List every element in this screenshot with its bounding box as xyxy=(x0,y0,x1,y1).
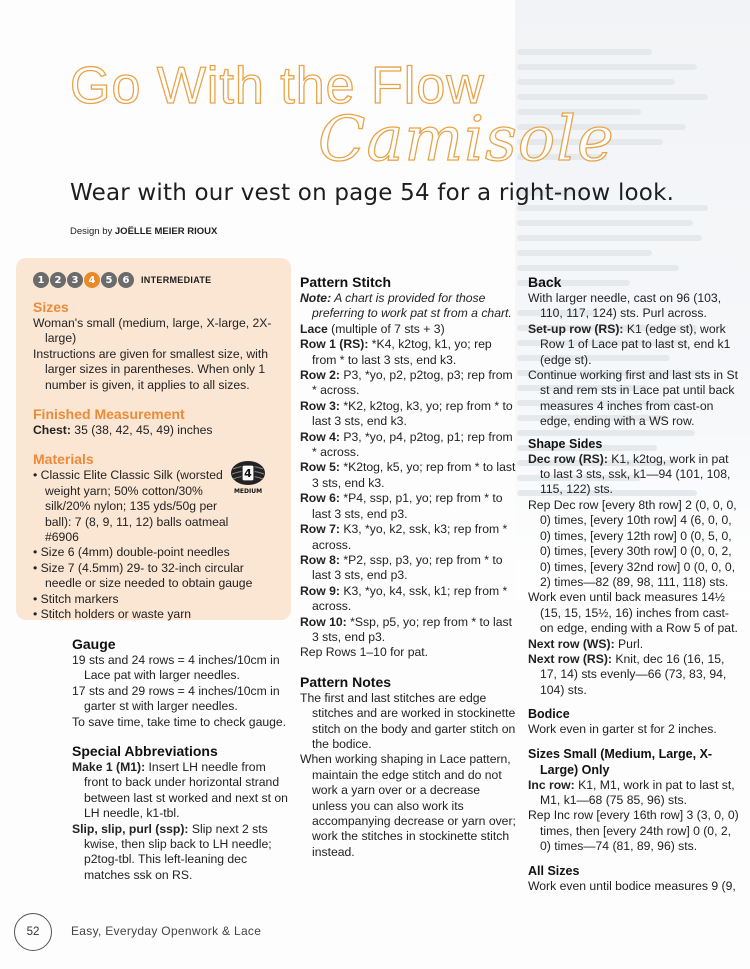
sizes-heading: Sizes xyxy=(33,299,69,315)
rep-dec: Rep Dec row [every 8th row] 2 (0, 0, 0, 0) times, [every 10th row] 4 (6, 0, 0, 0) times, [every 12th row] 0 (0, 5, 0, 0) times, [every 30th row] 0 (0, 0, 2, 0) times, [every 32nd row] 0 (0, 0, 0, 2) times—82 (89, 98, 111, 118) sts. xyxy=(528,497,737,589)
rep-inc: Rep Inc row [every 16th row] 3 (3, 0, 0) times, then [every 24th row] 0 (0, 2, 0) times—74 (81, 89, 96) sts. xyxy=(528,808,739,854)
sizes-line: Woman's small (medium, large, X-large, 2X-large) xyxy=(33,316,272,346)
pattern-repeat: Rep Rows 1–10 for pat. xyxy=(300,645,429,660)
skill-level-3: 3 xyxy=(67,272,83,288)
pattern-note-para: The first and last stitches are edge stitches and are worked in stockinette stitch on the body and garter stitch on the bodice. xyxy=(300,690,516,751)
pattern-row: Row 8: *P2, ssp, p3, yo; rep from * to last 3 sts, end p3. xyxy=(300,552,503,583)
pattern-note-para: When working shaping in Lace pattern, maintain the edge stitch and do not work a yarn over or a decrease unless you can also work its accompanying decrease or yarn over; work the stitches in stockinette stitch instead. xyxy=(300,752,516,859)
designer-credit: Design by JOËLLE MEIER RIOUX xyxy=(70,226,218,237)
materials-item: • Stitch holders or waste yarn xyxy=(33,607,192,622)
back-continue: Continue working first and last sts in St st and rem sts in Lace pat until back measures 4 inches from cast-on edge, ending with a WS row. xyxy=(528,368,738,429)
back-heading: Back xyxy=(528,274,562,290)
materials-item: • Classic Elite Classic Silk (worsted weight yarn; 50% cotton/30% silk/20% nylon; 135 yds/50g per ball): 7 (8, 9, 11, 12) balls oatmeal #6906 xyxy=(33,468,229,545)
page-title: Go With the Flow xyxy=(70,57,485,115)
sizes-line: Instructions are given for smallest size, with larger sizes in parentheses. When only 1 number is given, it applies to all sizes. xyxy=(33,346,269,392)
skill-level-4: 4 xyxy=(84,272,100,288)
pattern-row: Row 5: *K2tog, k5, yo; rep from * to last 3 sts, end k3. xyxy=(300,460,516,490)
pattern-row: Row 10: *Ssp, p5, yo; rep from * to last 3 sts, end p3. xyxy=(300,614,513,644)
gauge-line: To save time, take time to check gauge. xyxy=(72,714,287,729)
pattern-row: Row 3: *K2, k2tog, k3, yo; rep from * to last 3 sts, end k3. xyxy=(300,398,513,429)
lace-line: Lace (multiple of 7 sts + 3) xyxy=(300,321,445,336)
dec-row: Dec row (RS): K1, k2tog, work in pat to last 3 sts, ssk, k1—94 (101, 108, 115, 122) sts. xyxy=(528,451,731,497)
skill-level-5: 5 xyxy=(101,272,117,288)
page-subtitle: Wear with our vest on page 54 for a right-now look. xyxy=(70,180,675,206)
pattern-row: Row 6: *P4, ssp, p1, yo; rep from * to last 3 sts, end p3. xyxy=(300,491,503,521)
pattern-row: Row 9: K3, *yo, k4, ssk, k1; rep from * across. xyxy=(300,583,508,614)
pattern-stitch-heading: Pattern Stitch xyxy=(300,274,392,290)
pattern-notes-heading: Pattern Notes xyxy=(300,673,392,690)
materials-item: • Stitch markers xyxy=(33,591,119,606)
gauge-column xyxy=(72,635,292,883)
work-even: Work even until back measures 14½ (15, 15, 15½, 16) inches from cast-on edge, ending with a Row 5 of pat. xyxy=(528,590,738,636)
skill-level-label: INTERMEDIATE xyxy=(141,275,212,285)
back-intro: With larger needle, cast on 96 (103, 110, 117, 124) sts. Purl across. xyxy=(528,291,722,321)
back-column xyxy=(528,273,741,894)
abbrev-item: Make 1 (M1): Insert LH needle from front to back under horizontal strand between last st worked and next st on LH needle, k1-tbl. xyxy=(72,760,288,821)
materials-item: • Size 7 (4.5mm) 29- to 32-inch circular needle or size needed to obtain gauge xyxy=(33,560,253,591)
gauge-line: 19 sts and 24 rows = 4 inches/10cm in Lace pat with larger needles. xyxy=(72,653,280,683)
inc-row: Inc row: K1, M1, work in pat to last st, M1, k1—68 (75 85, 96) sts. xyxy=(528,777,735,807)
skill-level-6: 6 xyxy=(118,272,134,288)
materials-heading: Materials xyxy=(33,451,94,468)
pattern-row: Row 2: P3, *yo, p2, p2tog, p3; rep from * across. xyxy=(300,368,513,398)
gauge-line: 17 sts and 29 rows = 4 inches/10cm in garter st with larger needles. xyxy=(72,683,280,714)
finished-heading: Finished Measurement xyxy=(33,406,185,423)
page-number: 52 xyxy=(14,913,52,951)
abbrev-heading: Special Abbreviations xyxy=(72,743,218,760)
yarn-weight-label: MEDIUM xyxy=(233,488,263,495)
yarn-weight-icon xyxy=(228,460,268,496)
pattern-note: Note: A chart is provided for those preferring to work pat st from a chart. xyxy=(300,291,512,321)
finished-line: Chest: 35 (38, 42, 45, 49) inches xyxy=(33,423,213,438)
page-title-script: Camisole xyxy=(318,102,615,175)
pattern-column xyxy=(300,273,516,860)
all-sizes-text: Work even until bodice measures 9 (9, xyxy=(528,878,736,893)
skill-level-1: 1 xyxy=(33,272,49,288)
pattern-row: Row 4: P3, *yo, p4, p2tog, p1; rep from * across. xyxy=(300,429,513,460)
all-sizes-heading: All Sizes xyxy=(528,863,580,878)
bodice-heading: Bodice xyxy=(528,707,570,722)
skill-level xyxy=(33,272,211,288)
book-title-footer: Easy, Everyday Openwork & Lace xyxy=(71,924,262,938)
yarn-weight-number: 4 xyxy=(244,467,252,480)
setup-row: Set-up row (RS): K1 (edge st), work Row 1 of Lace pat to last st, end k1 (edge st). xyxy=(528,321,731,367)
skill-level-2: 2 xyxy=(50,272,66,288)
pattern-row: Row 7: K3, *yo, k2, ssk, k3; rep from * across. xyxy=(300,522,508,552)
materials-item: • Size 6 (4mm) double-point needles xyxy=(33,545,230,560)
abbrev-item: Slip, slip, purl (ssp): Slip next 2 sts kwise, then slip back to LH needle; p2tog-tbl. This left-leaning dec matches ssk on RS. xyxy=(72,821,272,882)
shape-sides-heading: Shape Sides xyxy=(528,436,603,451)
sizes-small-heading: Sizes Small (Medium, Large, X-Large) Only xyxy=(528,746,713,777)
pattern-row: Row 1 (RS): *K4, k2tog, k1, yo; rep from * to last 3 sts, end k3. xyxy=(300,337,492,367)
next-row-ws: Next row (WS): Purl. xyxy=(528,636,644,651)
bodice-text: Work even in garter st for 2 inches. xyxy=(528,722,717,737)
next-row-rs: Next row (RS): Knit, dec 16 (16, 15, 17, 14) sts evenly—66 (73, 83, 94, 104) sts. xyxy=(528,651,727,697)
gauge-heading: Gauge xyxy=(72,636,116,652)
